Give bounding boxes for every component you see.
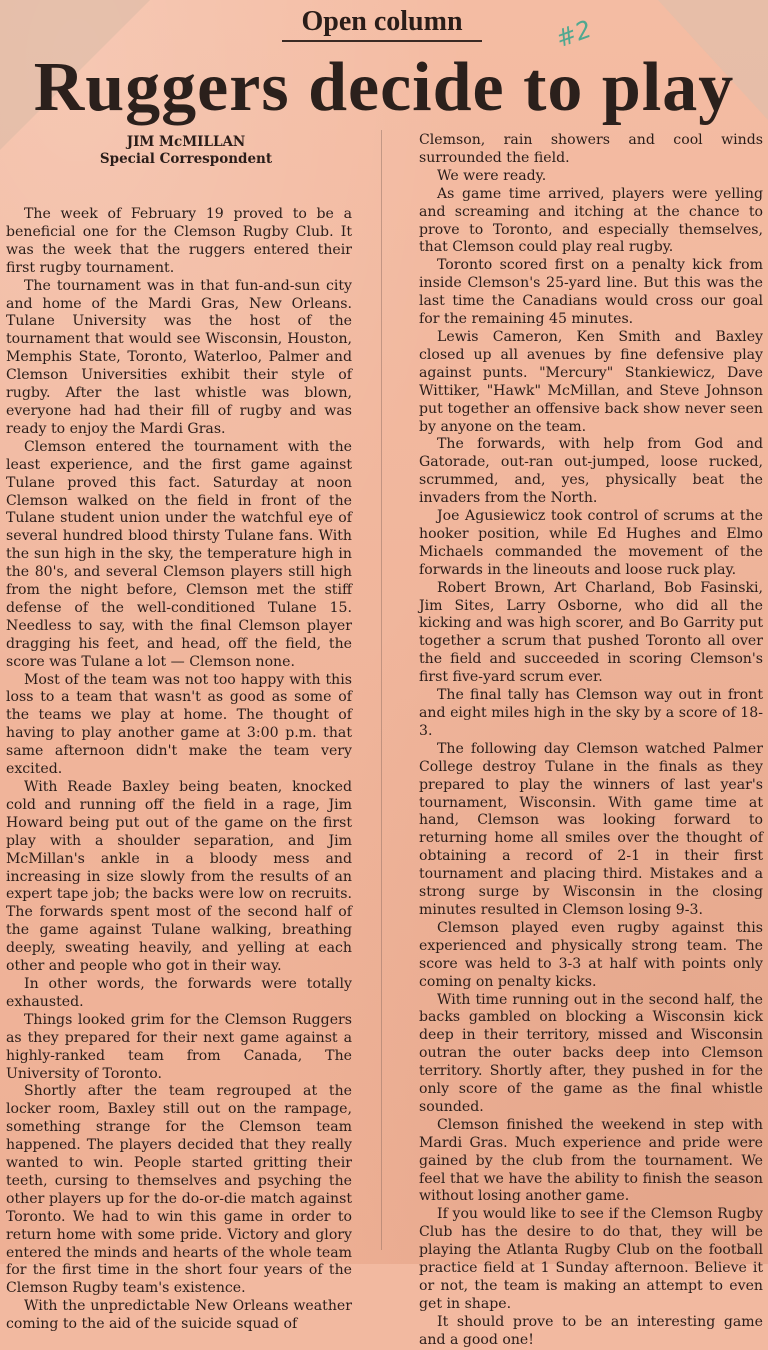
paragraph: Clemson played even rugby against this experienced and physically strong team. The score was held to 3-3 at half with points only coming on penalty kicks. bbox=[419, 919, 763, 990]
column-divider bbox=[381, 130, 382, 1250]
paragraph: Clemson, rain showers and cool winds surrounded the field. bbox=[419, 132, 763, 166]
paragraph: Robert Brown, Art Charland, Bob Fasinski, Jim Sites, Larry Osborne, who did all the kicking and was high scorer, and Bo Garrity put together a scrum that pushed Toronto all over the field and succeeded in scoring Clemson's first five-yard scrum ever. bbox=[419, 579, 763, 686]
paragraph: With time running out in the second half, the backs gambled on blocking a Wisconsin kick deep in their territory, missed and Wisconsin outran the outer backs deep into Clemson territory. Shortly after, they pushed in for the only score of the game as the final whistle sounded. bbox=[419, 991, 763, 1115]
paragraph: If you would like to see if the Clemson Rugby Club has the desire to do that, they will be playing the Atlanta Rugby Club on the football practice field at 1 Sunday afternoon. Believe it or not, the team is making an attempt to even get in shape. bbox=[419, 1206, 763, 1312]
paragraph: The tournament was in that fun-and-sun city and home of the Mardi Gras, New Orleans. Tulane University was the host of the tournament that would see Wisconsin, Houston, Memphis State, Toronto, Waterloo, Palmer and Clemson Universities exhibit their style of rugby. After the last whistle was blown, everyone had had their fill of rugby and was ready to enjoy the Mardi Gras. bbox=[6, 277, 352, 437]
paragraph: The following day Clemson watched Palmer College destroy Tulane in the finals as they prepared to play the winners of last year's tournament, Wisconsin. With game time at hand, Clemson was looking forward to returning home all smiles over the thought of obtaining a record of 2-1 in their first tournament and placing third. Mistakes and a strong surge by Wisconsin in the closing minutes resulted in Clemson losing 9-3. bbox=[419, 740, 763, 918]
section-kicker: Open column bbox=[282, 6, 482, 42]
author-name: JIM McMILLAN bbox=[126, 134, 246, 150]
paragraph: With Reade Baxley being beaten, knocked cold and running off the field in a rage, Jim Howard being put out of the game on the first play with a shoulder separation, and Jim McMillan's ankle in a bloody mess and increasing in size slowly from the results of an expert tape job; the backs were low on recruits. The forwards spent most of the second half of the game against Tulane walking, breathing deeply, sweating heavily, and yelling at each other and people who got in their way. bbox=[6, 779, 352, 975]
headline: Ruggers decide to play bbox=[33, 49, 735, 126]
handwritten-mark: #2 bbox=[552, 14, 596, 54]
paragraph: The week of February 19 proved to be a beneficial one for the Clemson Rugby Club. It was the week that the ruggers entered their first rugby tournament. bbox=[6, 206, 352, 276]
paragraph: Joe Agusiewicz took control of scrums at the hooker position, while Ed Hughes and Elmo Michaels commanded the movement of the forwards in the lineouts and loose ruck play. bbox=[419, 508, 763, 578]
paragraph: With the unpredictable New Orleans weather coming to the aid of the suicide squad of bbox=[6, 1298, 352, 1333]
paragraph: As game time arrived, players were yelling and screaming and itching at the chance to prove to Toronto, and especially themselves, that Clemson could play real rugby. bbox=[419, 185, 763, 256]
article-column-1 bbox=[6, 206, 352, 1334]
paragraph: The final tally has Clemson way out in front and eight miles high in the sky by a score of 18-3. bbox=[419, 687, 763, 739]
article-column-2 bbox=[419, 132, 763, 1350]
paragraph: Clemson entered the tournament with the least experience, and the first game against Tulane proved this fact. Saturday at noon Clemson walked on the field in front of the Tulane student union under the watchful eye of several hundred blood thirsty Tulane fans. With the sun high in the sky, the temperature high in the 80's, and several Clemson players still high from the night before, Clemson met the stiff defense of the well-conditioned Tulane 15. Needless to say, with the final Clemson player dragging his feet, and head, off the field, the score was Tulane a lot — Clemson none. bbox=[6, 438, 352, 670]
paragraph: In other words, the forwards were totally exhausted. bbox=[6, 975, 352, 1010]
paragraph: It should prove to be an interesting game and a good one! bbox=[419, 1313, 763, 1348]
paragraph: We were ready. bbox=[437, 167, 547, 184]
paragraph: Clemson finished the weekend in step with Mardi Gras. Much experience and pride were gained by the club from the tournament. We feel that we have the ability to finish the season without losing another game. bbox=[419, 1116, 763, 1205]
byline bbox=[60, 134, 312, 168]
paragraph: Shortly after the team regrouped at the locker room, Baxley still out on the rampage, something strange for the Clemson team happened. The players decided that they really wanted to win. People started gritting their teeth, cursing to themselves and psyching the other players up for the do-or-die match against Toronto. We had to win this game in order to return home with some pride. Victory and glory entered the minds and hearts of the whole team for the first time in the short four years of the Clemson Rugby team's existence. bbox=[6, 1083, 352, 1297]
paragraph: Most of the team was not too happy with this loss to a team that wasn't as good as some of the teams we play at home. The thought of having to play another game at 3:00 p.m. that same afternoon didn't make the team very excited. bbox=[6, 671, 352, 778]
paragraph: The forwards, with help from God and Gatorade, out-ran out-jumped, loose rucked, scrummed, and, yes, physically beat the invaders from the North. bbox=[419, 436, 763, 507]
paragraph: Lewis Cameron, Ken Smith and Baxley closed up all avenues by fine defensive play against punts. "Mercury" Stankiewicz, Dave Wittiker, "Hawk" McMillan, and Steve Johnson put together an offensive back show never seen by anyone on the team. bbox=[419, 328, 763, 435]
author-title: Special Correspondent bbox=[99, 151, 273, 167]
paragraph: Things looked grim for the Clemson Ruggers as they prepared for their next game against a highly-ranked team from Canada, The University of Toronto. bbox=[6, 1011, 352, 1082]
paragraph: Toronto scored first on a penalty kick from inside Clemson's 25-yard line. But this was the last time the Canadians would cross our goal for the remaining 45 minutes. bbox=[419, 257, 763, 328]
